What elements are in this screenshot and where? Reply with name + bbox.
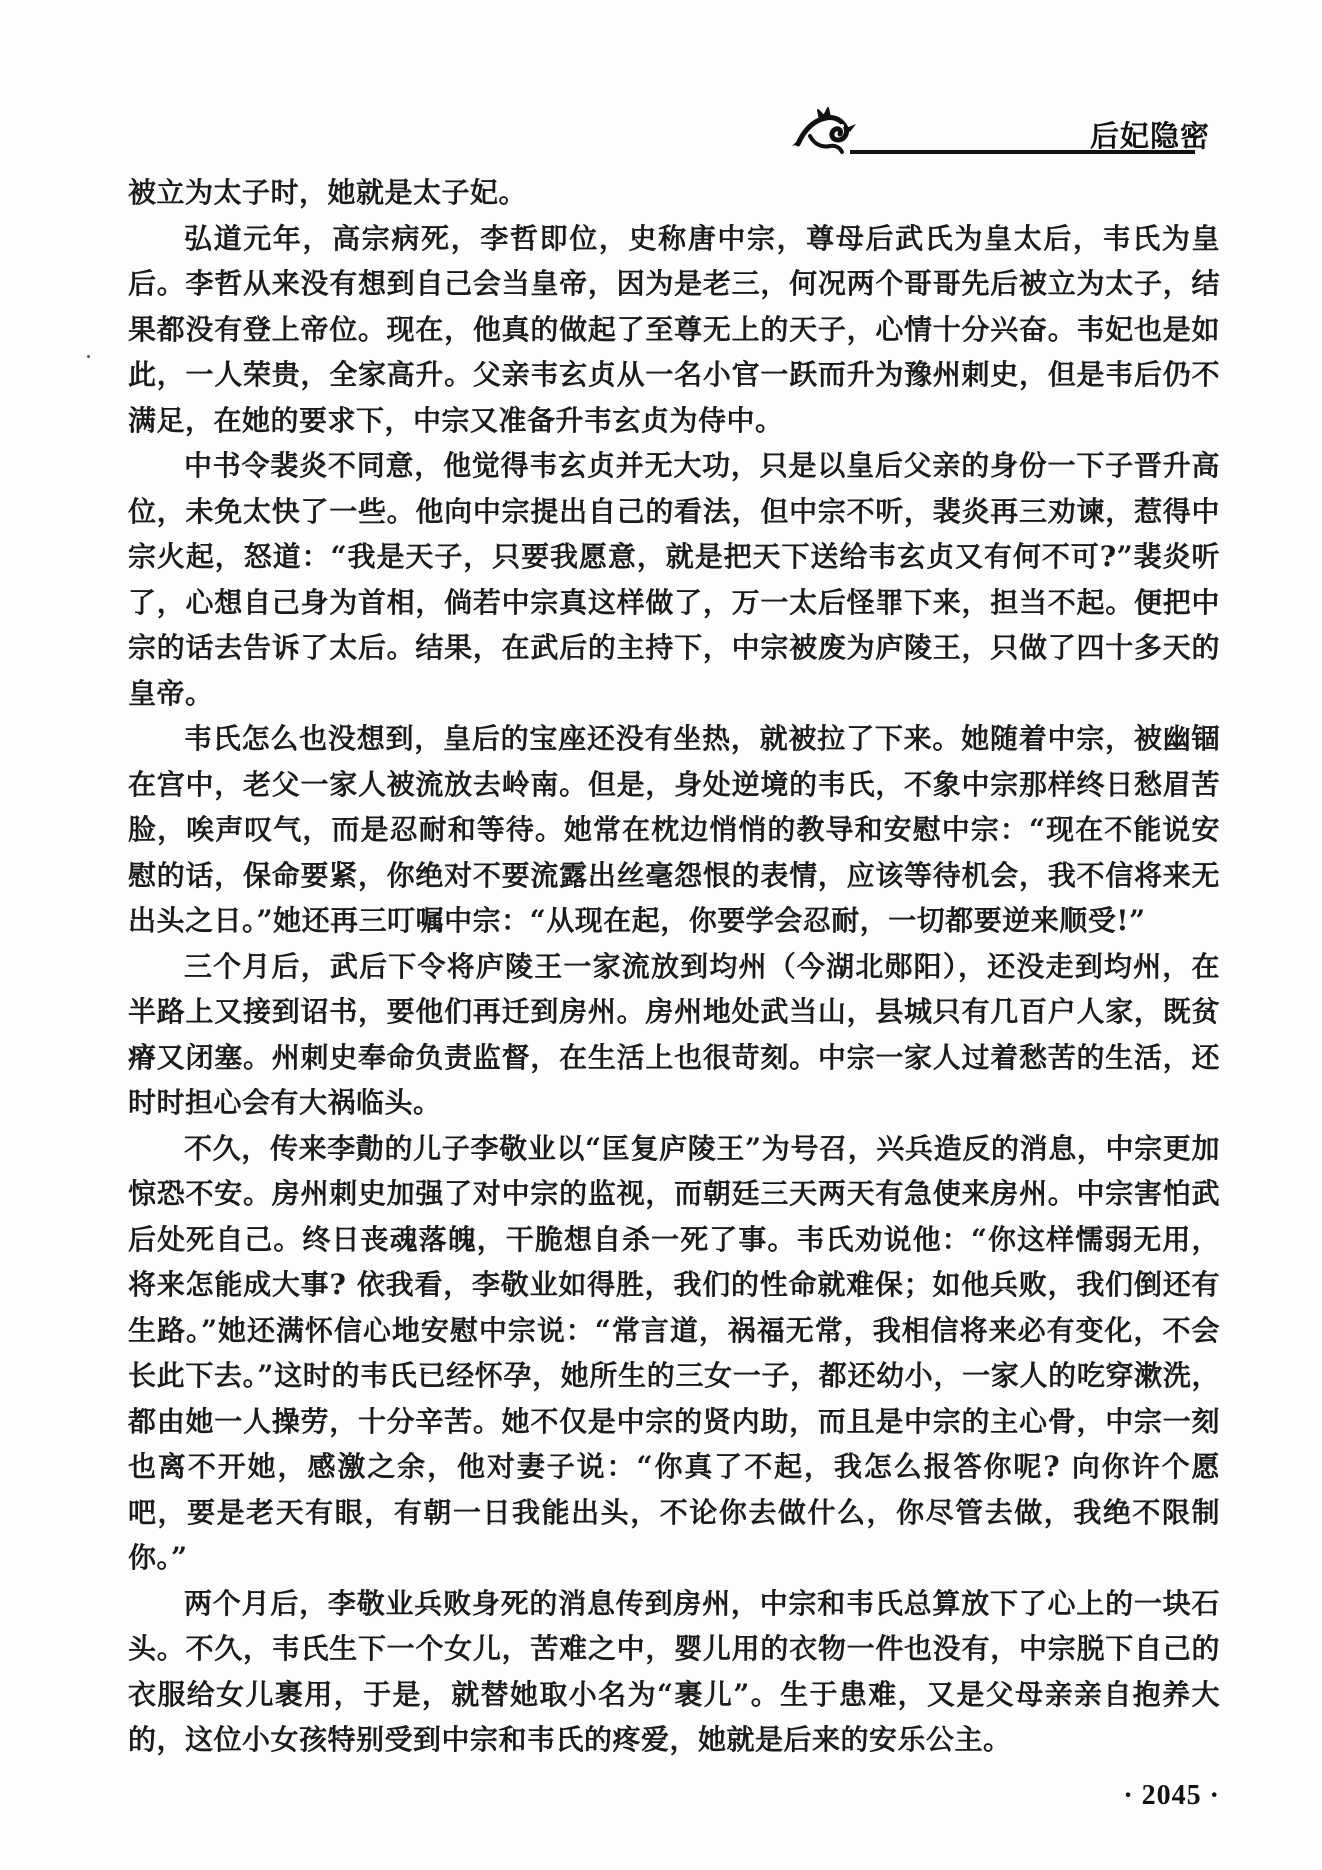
running-header <box>790 100 1220 170</box>
paragraph-5: 三个月后，武后下令将庐陵王一家流放到均州（今湖北郧阳），还没走到均州，在半路上又接到诏书，要他们再迁到房州。房州地处武当山，县城只有几百户人家，既贫瘠又闭塞。州刺史奉命负责监督，在生活上也很苛刻。中宗一家人过着愁苦的生活，还时时担心会有大祸临头。 <box>128 949 1220 1119</box>
page-number: · 2045 · <box>1123 1780 1220 1811</box>
body-text <box>128 170 1220 1763</box>
paragraph-7: 两个月后，李敬业兵败身死的消息传到房州，中宗和韦氏总算放下了心上的一块石头。不久，韦氏生下一个女儿，苦难之中，婴儿用的衣物一件也没有，中宗脱下自己的衣服给女儿裹用，于是，就替她取小名为“裹儿”。生于患难，又是父母亲亲自抱养大的，这位小女孩特别受到中宗和韦氏的疼爱，她就是后来的安乐公主。 <box>128 1586 1220 1756</box>
paragraph-2: 弘道元年，高宗病死，李哲即位，史称唐中宗，尊母后武氏为皇太后，韦氏为皇后。李哲从来没有想到自己会当皇帝，因为是老三，何况两个哥哥先后被立为太子，结果都没有登上帝位。现在，他真的做起了至尊无上的天子，心情十分兴奋。韦妃也是如此，一人荣贵，全家高升。父亲韦玄贞从一名小官一跃而升为豫州刺史，但是韦后仍不满足，在她的要求下，中宗又准备升韦玄贞为侍中。 <box>128 221 1220 437</box>
paragraph-3: 中书令裴炎不同意，他觉得韦玄贞并无大功，只是以皇后父亲的身份一下子晋升高位，未免太快了一些。他向中宗提出自己的看法，但中宗不听，裴炎再三劝谏，惹得中宗火起，怒道：“我是天子，只要我愿意，就是把天下送给韦玄贞又有何不可?”裴炎听了，心想自己身为首相，倘若中宗真这样做了，万一太后怪罪下来，担当不起。便把中宗的话去告诉了太后。结果，在武后的主持下，中宗被废为庐陵王，只做了四十多天的皇帝。 <box>128 449 1220 710</box>
running-title: 后妃隐密 <box>1089 119 1210 153</box>
paragraph-4: 韦氏怎么也没想到，皇后的宝座还没有坐热，就被拉了下来。她随着中宗，被幽锢在宫中，老父一家人被流放去岭南。但是，身处逆境的韦氏，不象中宗那样终日愁眉苦脸，唉声叹气，而是忍耐和等待。她常在枕边悄悄的教导和安慰中宗：“现在不能说安慰的话，保命要紧，你绝对不要流露出丝毫怨恨的表情，应该等待机会，我不信将来无出头之日。”她还再三叮嘱中宗：“从现在起，你要学会忍耐，一切都要逆来顺受!” <box>128 722 1220 937</box>
paragraph-6: 不久，传来李勣的儿子李敬业以“匡复庐陵王”为号召，兴兵造反的消息，中宗更加惊恐不安。房州刺史加强了对中宗的监视，而朝廷三天两天有急使来房州。中宗害怕武后处死自己。终日丧魂落魄，干脆想自杀一死了事。韦氏劝说他：“你这样懦弱无用，将来怎能成大事? 依我看，李敬业如得胜，我们的性命就难保；如他兵败，我们倒还有生路。”她还满怀信心地安慰中宗说：“常言道，祸福无常，我相信将来必有变化，不会长此下去。”这时的韦氏已经怀孕，她所生的三女一子，都还幼小，一家人的吃穿漱洗，都由她一人操劳，十分辛苦。她不仅是中宗的贤内助，而且是中宗的主心骨，中宗一刻也离不开她，感激之余，他对妻子说：“你真了不起，我怎么报答你呢? 向你许个愿吧，要是老天有眼，有朝一日我能出头，不论你去做什么，你尽管去做，我绝不限制你。” <box>128 1131 1220 1574</box>
scan-speck <box>87 355 90 358</box>
paragraph-1: 被立为太子时，她就是太子妃。 <box>128 176 528 209</box>
